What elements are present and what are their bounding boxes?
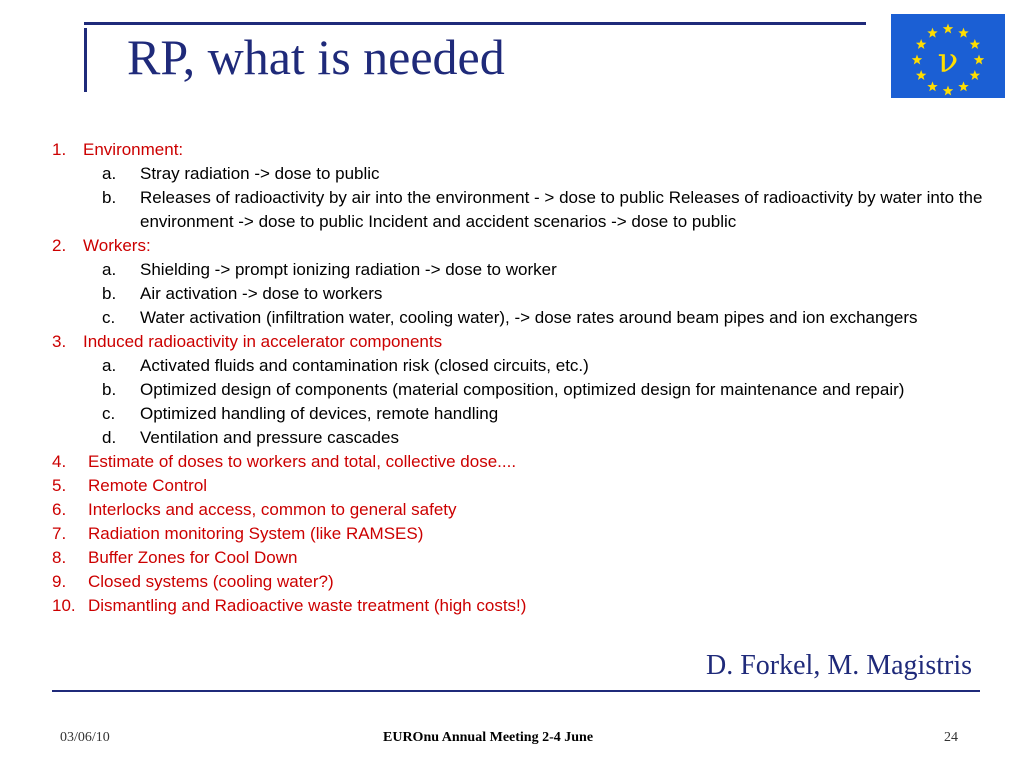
list-item-label: Induced radioactivity in accelerator components: [83, 332, 443, 351]
list-item-label: Radiation monitoring System (like RAMSES): [88, 524, 424, 543]
list-item-label: Workers:: [83, 236, 151, 255]
star-icon: [974, 55, 984, 65]
star-icon: [943, 86, 953, 96]
sub-item: [52, 354, 992, 378]
list-item: [52, 546, 992, 570]
footer-meeting: EUROnu Annual Meeting 2-4 June: [383, 730, 594, 745]
sub-item: [52, 282, 992, 306]
star-icon: [927, 81, 937, 91]
list-item-label: Closed systems (cooling water?): [88, 572, 334, 591]
list-item-number: 7.: [52, 524, 67, 543]
sub-item-text: Shielding -> prompt ionizing radiation -> dose to worker: [140, 260, 557, 279]
sub-item: [52, 186, 992, 234]
list-item-label: Estimate of doses to workers and total, collective dose....: [88, 452, 517, 471]
star-icon: [958, 81, 968, 91]
list-item: [52, 330, 992, 354]
list-item-number: 5.: [52, 476, 67, 495]
list-item: [52, 498, 992, 522]
eu-stars-icon: [891, 14, 1005, 98]
footer-rule: [52, 690, 980, 692]
star-icon: [916, 70, 926, 80]
list-item-number: 8.: [52, 548, 67, 567]
sub-item-letter: b.: [102, 188, 117, 207]
sub-item: [52, 258, 992, 282]
star-icon: [970, 70, 980, 80]
list-item-number: 2.: [52, 236, 67, 255]
list-item-number: 6.: [52, 500, 67, 519]
list-item: [52, 234, 992, 258]
star-icon: [927, 28, 937, 38]
list-item-label: Remote Control: [88, 476, 208, 495]
list-item-label: Interlocks and access, common to general safety: [88, 500, 457, 519]
footer-date: 03/06/10: [60, 730, 110, 745]
list-item: [52, 522, 992, 546]
sub-item: [52, 162, 992, 186]
sub-item-text: Air activation -> dose to workers: [140, 284, 383, 303]
list-item-label: Dismantling and Radioactive waste treatment (high costs!): [88, 596, 527, 615]
sub-item-letter: c.: [102, 404, 116, 423]
star-icon: [958, 28, 968, 38]
sub-item-letter: d.: [102, 428, 117, 447]
list-item-label: Buffer Zones for Cool Down: [88, 548, 298, 567]
title-rule-horizontal: [84, 22, 866, 25]
list-item: [52, 570, 992, 594]
list-item-label: Environment:: [83, 140, 184, 159]
star-icon: [970, 39, 980, 49]
sub-item-letter: a.: [102, 356, 117, 375]
sub-item-text: Optimized design of components (material composition, optimized design for maintenance and repair): [140, 380, 905, 399]
sub-item-text: Stray radiation -> dose to public: [140, 164, 380, 183]
sub-item-letter: b.: [102, 380, 117, 399]
list-item-number: 10.: [52, 596, 76, 615]
sub-item-text: Releases of radioactivity by air into the environment - > dose to public Releases of radioactivity by water into the environment -> dose to public Incident and accident scenarios -> dose to public: [140, 188, 983, 231]
list-item: [52, 450, 992, 474]
list-item-number: 3.: [52, 332, 67, 351]
slide-content: [52, 138, 992, 618]
slide-title: RP, what is needed: [127, 29, 505, 85]
sub-item-text: Water activation (infiltration water, cooling water), -> dose rates around beam pipes and ion exchangers: [140, 308, 918, 327]
sub-item: [52, 378, 992, 402]
list-item-number: 1.: [52, 140, 67, 159]
list-item-number: 4.: [52, 452, 67, 471]
title-rule-vertical: [84, 28, 87, 92]
eu-nu-logo: [891, 14, 1005, 98]
sub-item-letter: a.: [102, 260, 117, 279]
sub-item-letter: c.: [102, 308, 116, 327]
list-item: [52, 138, 992, 162]
sub-item-text: Optimized handling of devices, remote handling: [140, 404, 499, 423]
sub-item-text: Ventilation and pressure cascades: [140, 428, 399, 447]
sub-item: [52, 306, 992, 330]
sub-item-letter: b.: [102, 284, 117, 303]
footer-page-number: 24: [944, 730, 958, 745]
sub-item-text: Activated fluids and contamination risk (closed circuits, etc.): [140, 356, 589, 375]
star-icon: [916, 39, 926, 49]
sub-item: [52, 426, 992, 450]
list-item-number: 9.: [52, 572, 67, 591]
nu-symbol: ν: [937, 41, 959, 81]
sub-item: [52, 402, 992, 426]
authors: D. Forkel, M. Magistris: [706, 650, 972, 681]
list-item: [52, 594, 992, 618]
sub-item-letter: a.: [102, 164, 117, 183]
star-icon: [943, 24, 953, 34]
star-icon: [912, 55, 922, 65]
list-item: [52, 474, 992, 498]
